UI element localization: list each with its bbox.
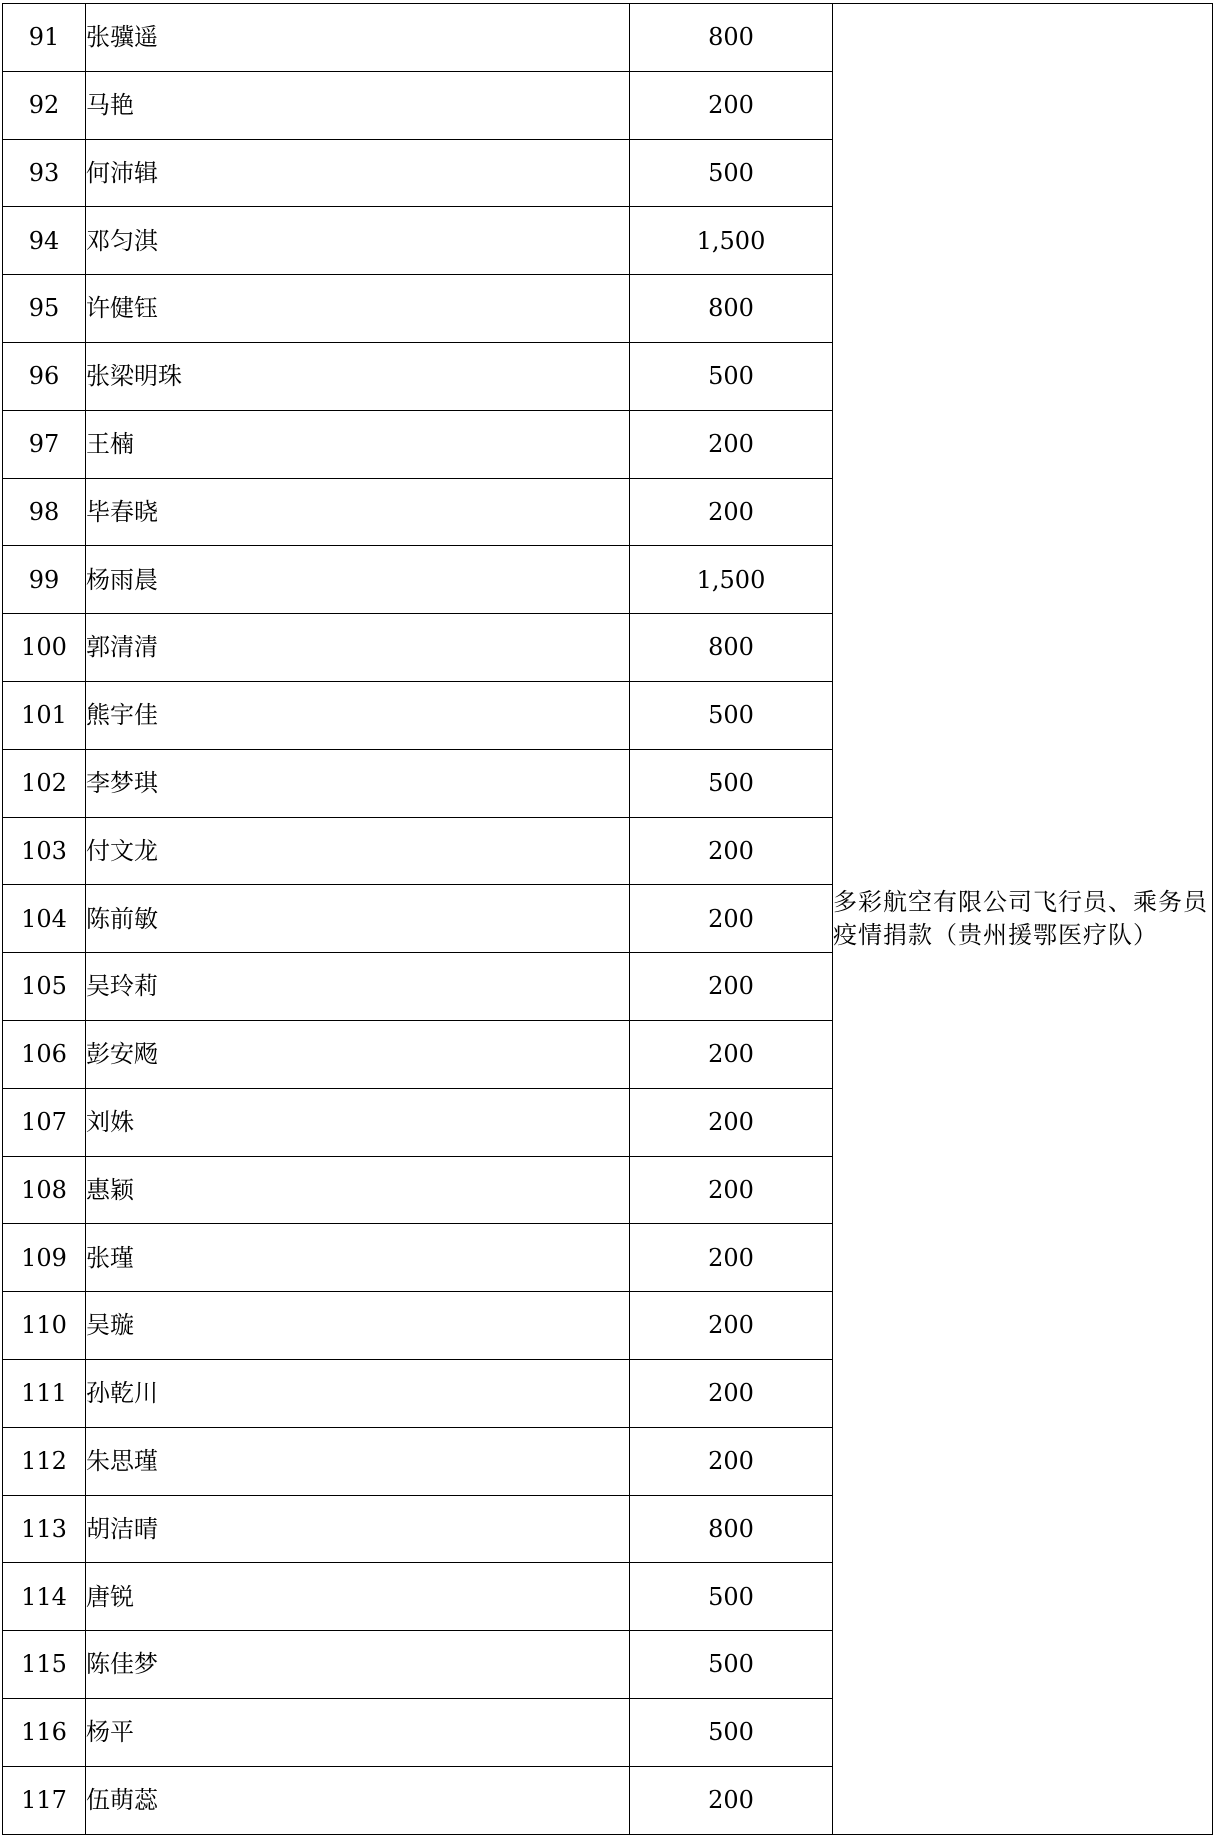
- donor-name-cell: 彭安飏: [86, 1020, 630, 1088]
- donation-amount-cell: 500: [630, 749, 833, 817]
- donor-name-cell: 张瑾: [86, 1224, 630, 1292]
- donor-name-cell: 李梦琪: [86, 749, 630, 817]
- donation-amount-cell: 200: [630, 1224, 833, 1292]
- row-number-cell: 94: [3, 207, 86, 275]
- donor-name-cell: 张梁明珠: [86, 342, 630, 410]
- donation-amount-cell: 200: [630, 1359, 833, 1427]
- row-number-cell: 106: [3, 1020, 86, 1088]
- donor-name-cell: 吴玲莉: [86, 953, 630, 1021]
- row-number-cell: 110: [3, 1292, 86, 1360]
- row-number-cell: 97: [3, 410, 86, 478]
- row-number-cell: 114: [3, 1563, 86, 1631]
- donation-table: [2, 3, 1213, 1835]
- donor-name-cell: 杨雨晨: [86, 546, 630, 614]
- donation-amount-cell: 500: [630, 1631, 833, 1699]
- donor-name-cell: 刘姝: [86, 1088, 630, 1156]
- row-number-cell: 96: [3, 342, 86, 410]
- donation-amount-cell: 200: [630, 1766, 833, 1834]
- donation-amount-cell: 200: [630, 71, 833, 139]
- row-number-cell: 111: [3, 1359, 86, 1427]
- table-row: [3, 4, 1213, 72]
- donor-name-cell: 毕春晓: [86, 478, 630, 546]
- row-number-cell: 105: [3, 953, 86, 1021]
- donation-amount-cell: 200: [630, 1427, 833, 1495]
- donor-name-cell: 何沛辑: [86, 139, 630, 207]
- donation-table-body: [3, 4, 1213, 1835]
- donor-name-cell: 马艳: [86, 71, 630, 139]
- donor-name-cell: 陈佳梦: [86, 1631, 630, 1699]
- donation-amount-cell: 200: [630, 885, 833, 953]
- donation-amount-cell: 200: [630, 410, 833, 478]
- donation-amount-cell: 500: [630, 681, 833, 749]
- row-number-cell: 102: [3, 749, 86, 817]
- donor-name-cell: 伍萌蕊: [86, 1766, 630, 1834]
- donation-amount-cell: 1,500: [630, 207, 833, 275]
- donor-name-cell: 王楠: [86, 410, 630, 478]
- donor-name-cell: 杨平: [86, 1698, 630, 1766]
- donor-name-cell: 吴璇: [86, 1292, 630, 1360]
- row-number-cell: 107: [3, 1088, 86, 1156]
- donor-name-cell: 邓匀淇: [86, 207, 630, 275]
- donation-amount-cell: 500: [630, 1698, 833, 1766]
- donation-amount-cell: 200: [630, 1020, 833, 1088]
- row-number-cell: 98: [3, 478, 86, 546]
- donation-amount-cell: 200: [630, 953, 833, 1021]
- row-number-cell: 93: [3, 139, 86, 207]
- donor-name-cell: 许健钰: [86, 275, 630, 343]
- donation-amount-cell: 200: [630, 1088, 833, 1156]
- row-number-cell: 116: [3, 1698, 86, 1766]
- donor-name-cell: 熊宇佳: [86, 681, 630, 749]
- donation-amount-cell: 800: [630, 4, 833, 72]
- donation-amount-cell: 500: [630, 1563, 833, 1631]
- donor-name-cell: 朱思瑾: [86, 1427, 630, 1495]
- row-number-cell: 95: [3, 275, 86, 343]
- donor-name-cell: 张骥遥: [86, 4, 630, 72]
- row-number-cell: 92: [3, 71, 86, 139]
- donor-name-cell: 郭清清: [86, 614, 630, 682]
- donation-amount-cell: 800: [630, 614, 833, 682]
- donor-name-cell: 付文龙: [86, 817, 630, 885]
- donation-amount-cell: 200: [630, 817, 833, 885]
- donation-amount-cell: 500: [630, 342, 833, 410]
- row-number-cell: 117: [3, 1766, 86, 1834]
- donation-amount-cell: 200: [630, 1156, 833, 1224]
- donor-name-cell: 胡洁晴: [86, 1495, 630, 1563]
- row-number-cell: 101: [3, 681, 86, 749]
- donor-name-cell: 孙乾川: [86, 1359, 630, 1427]
- donation-amount-cell: 800: [630, 1495, 833, 1563]
- donation-amount-cell: 200: [630, 478, 833, 546]
- row-number-cell: 115: [3, 1631, 86, 1699]
- row-number-cell: 109: [3, 1224, 86, 1292]
- row-number-cell: 113: [3, 1495, 86, 1563]
- donor-name-cell: 唐锐: [86, 1563, 630, 1631]
- row-number-cell: 104: [3, 885, 86, 953]
- row-number-cell: 100: [3, 614, 86, 682]
- row-number-cell: 99: [3, 546, 86, 614]
- donor-name-cell: 惠颖: [86, 1156, 630, 1224]
- donation-amount-cell: 500: [630, 139, 833, 207]
- row-number-cell: 108: [3, 1156, 86, 1224]
- row-number-cell: 103: [3, 817, 86, 885]
- donation-amount-cell: 800: [630, 275, 833, 343]
- row-number-cell: 112: [3, 1427, 86, 1495]
- donor-name-cell: 陈前敏: [86, 885, 630, 953]
- row-number-cell: 91: [3, 4, 86, 72]
- donation-amount-cell: 1,500: [630, 546, 833, 614]
- donation-amount-cell: 200: [630, 1292, 833, 1360]
- remark-cell: 多彩航空有限公司飞行员、乘务员疫情捐款（贵州援鄂医疗队）: [833, 4, 1213, 1835]
